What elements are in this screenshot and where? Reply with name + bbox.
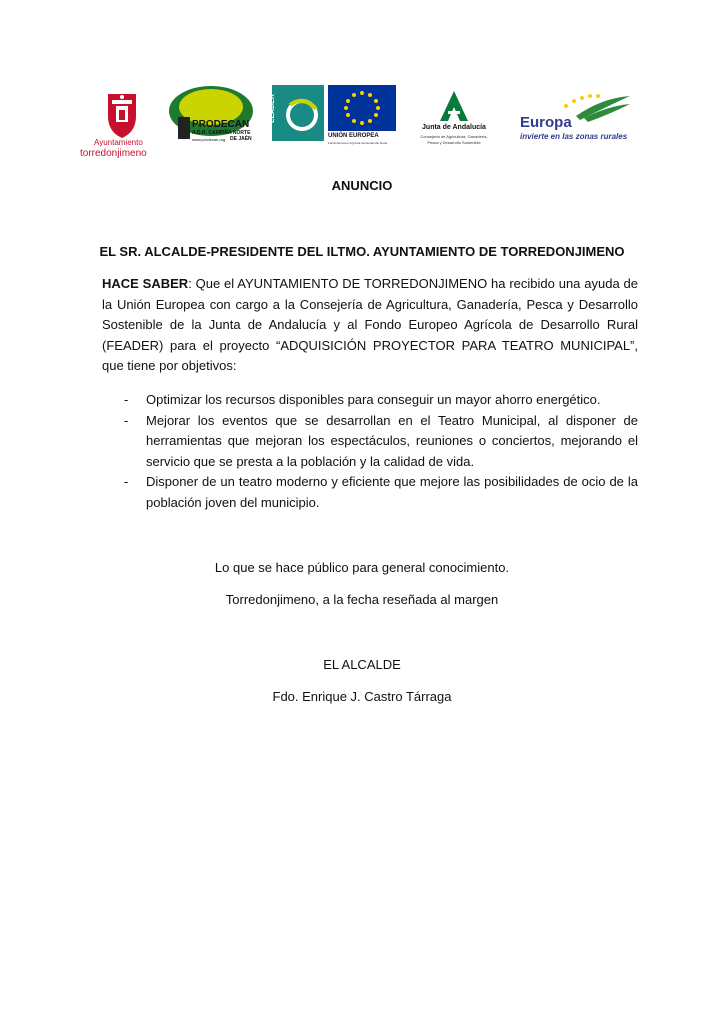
europa-logo [518, 92, 632, 148]
signer-name: Fdo. Enrique J. Castro Tárraga [272, 689, 452, 704]
junta-a-icon [408, 89, 500, 123]
signer-title: EL ALCALDE [323, 657, 401, 672]
ayuntamiento-logo [80, 90, 164, 160]
hace-saber-paragraph [102, 274, 638, 377]
junta-logo [408, 89, 500, 155]
closing-line-2: Torredonjimeno, a la fecha reseñada al margen [225, 592, 499, 607]
prodecan-logo [168, 85, 254, 151]
eu-label: UNIÓN EUROPEA [328, 133, 379, 139]
logo-strip [0, 82, 724, 162]
prodecan-line3: DE JAÉN [230, 136, 252, 142]
leader-block [268, 85, 324, 141]
objective-item [102, 390, 638, 411]
document-subtitle: EL SR. ALCALDE-PRESIDENTE DEL ILTMO. AYUNTAMIENTO DE TORREDONJIMENO [99, 244, 625, 259]
junta-name: Junta de Andalucía [422, 124, 486, 131]
objective-text: Mejorar los eventos que se desarrollan en el Teatro Municipal, al disponer de herramientas que mejoran los espectáculos, reuniones o conciertos, mejorando el servicio que se presta a la población y la calidad de vida. [146, 412, 638, 469]
closing-line-1: Lo que se hace público para general conocimiento. [214, 560, 510, 575]
leader-eu-logo [268, 85, 396, 153]
ayuntamiento-shield-icon [80, 90, 164, 138]
eu-sub: Fondo Europeo Agrícola de Desarrollo Rural [328, 141, 388, 145]
prodecan-name: PRODECAN [192, 119, 250, 130]
objective-item [102, 411, 638, 473]
hace-saber-text: : Que el AYUNTAMIENTO DE TORREDONJIMENO ha recibido una ayuda de la Unión Europea con cargo a la Consejería de Agricultura, Ganadería, Pesca y Desarrollo Sostenible de la Junta de Andalucía y al Fondo Europeo Agrícola de Desarrollo Rural (FEADER) para el proyecto “ADQUISICIÓN PROYECTOR PARA TEATRO MUNICIPAL”, que tiene por objetivos: [102, 276, 638, 374]
objective-item [102, 472, 638, 513]
leader-vertical-label: LEADER [268, 94, 276, 123]
list-dash: - [124, 412, 129, 428]
leader-swirl-icon [272, 85, 324, 141]
objectives-list [102, 390, 638, 514]
junta-sub1: Consejería de Agricultura, Ganadería, [420, 134, 488, 139]
document-title: ANUNCIO [331, 178, 393, 193]
objective-text: Optimizar los recursos disponibles para conseguir un mayor ahorro energético. [146, 392, 601, 407]
europa-name: Europa [520, 114, 572, 131]
prodecan-line1: A.D.R. CAMPIÑA NORTE [192, 130, 251, 136]
list-dash: - [124, 392, 129, 407]
hace-saber-label: HACE SABER [102, 276, 189, 291]
ayuntamiento-line1: Ayuntamiento [94, 138, 143, 147]
list-dash: - [124, 474, 129, 490]
junta-sub2: Pesca y Desarrollo Sostenible [427, 140, 481, 145]
europa-sub: invierte en las zonas rurales [520, 132, 628, 141]
ayuntamiento-line2: torredonjimeno [80, 148, 147, 159]
prodecan-line2: www.prodecan.org [192, 137, 226, 142]
objective-text: Disponer de un teatro moderno y eficiente que mejore las posibilidades de ocio de la población joven del municipio. [146, 474, 638, 510]
eu-flag-icon [328, 85, 396, 131]
